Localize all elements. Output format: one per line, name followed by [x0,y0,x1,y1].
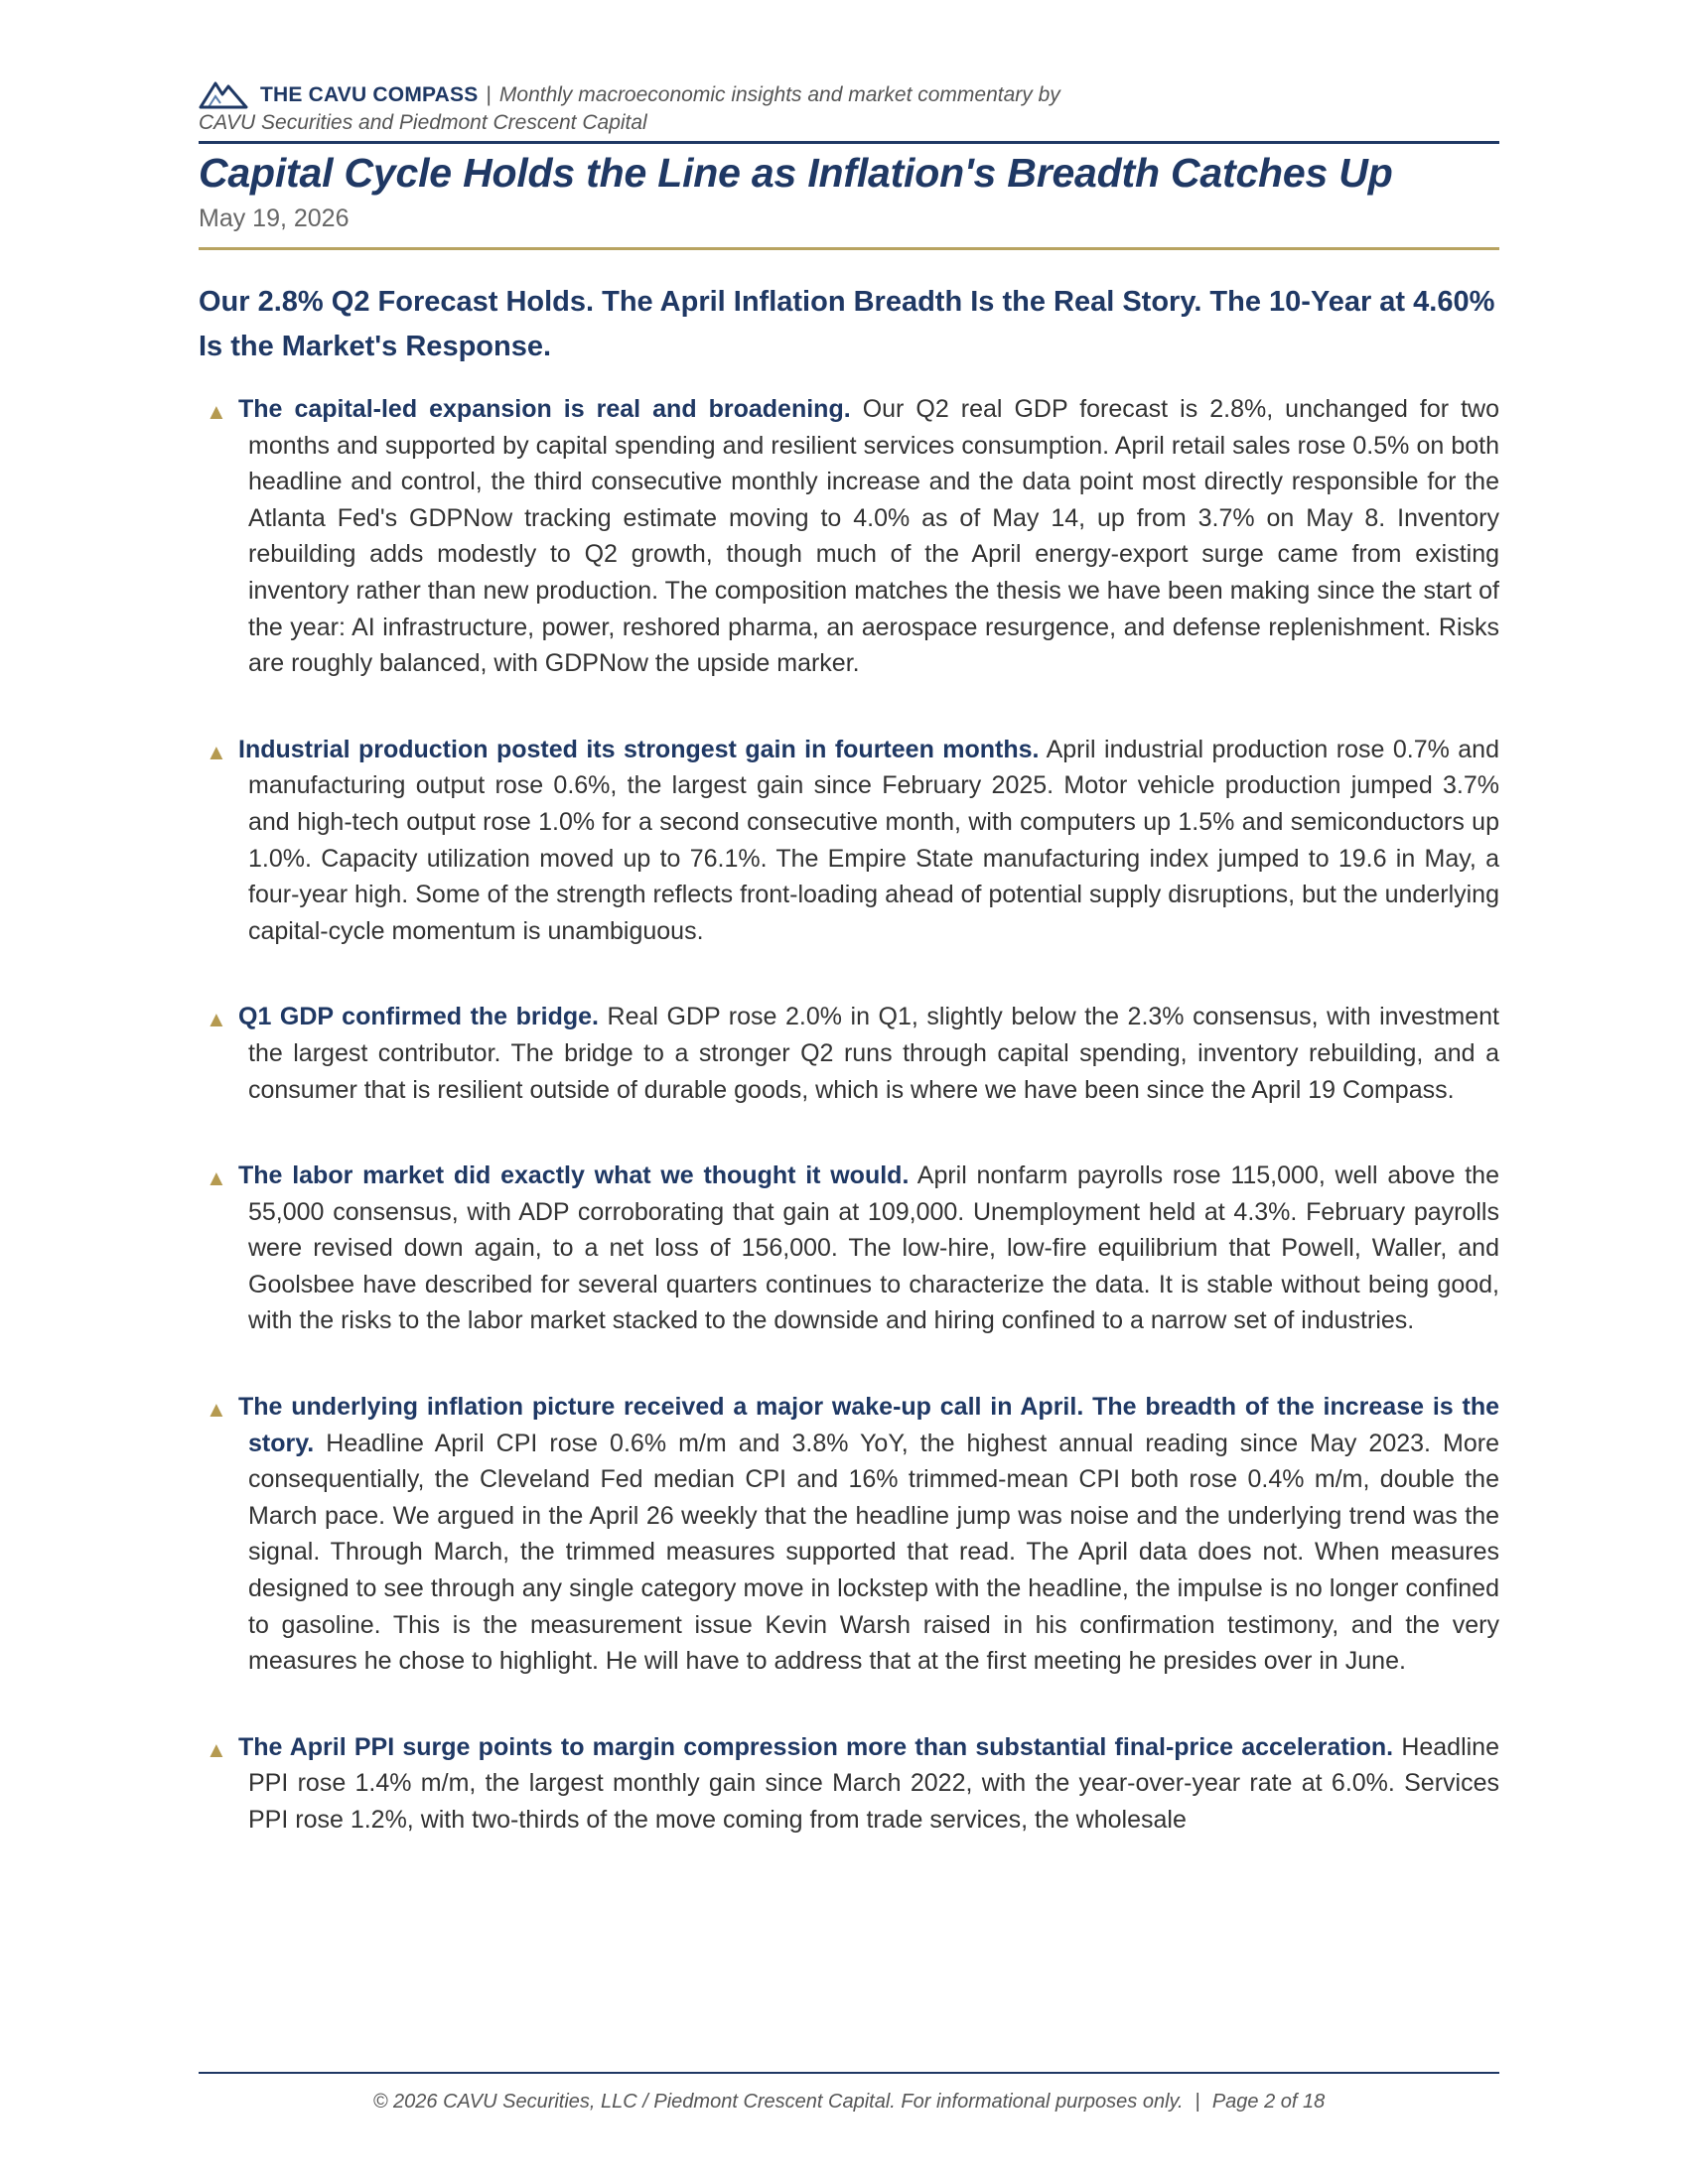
bullet-body: April industrial production rose 0.7% and manufacturing output rose 0.6%, the largest gain since February 2025. Motor vehicle production jumped 3.7% and high-tech output rose 1.0% for a second consecutive month, with computers up 1.5% and semiconductors up 1.0%. Capacity utilization moved up to 76.1%. The Empire State manufacturing index jumped to 19.6 in May, a four-year high. Some of the strength reflects front-loading ahead of potential supply disruptions, but the underlying capital-cycle momentum is unambiguous. [248,735,1499,945]
bullet-list [199,391,1499,1839]
mountain-peaks-logo-icon [199,77,248,109]
bullet-lead: The April PPI surge points to margin compression more than substantial final-price acceleration. [238,1732,1394,1761]
footer-divider [199,2072,1499,2074]
footer-copyright: © 2026 CAVU Securities, LLC / Piedmont Crescent Capital. For informational purposes only. [372,2091,1184,2113]
publish-date: May 19, 2026 [199,205,350,232]
triangle-bullet-icon: ▲ [206,1165,227,1191]
bullet-body: Real GDP rose 2.0% in Q1, slightly below the 2.3% consensus, with investment the largest contributor. The bridge to a stronger Q2 runs through capital spending, inventory rebuilding, and a consumer that is resilient outside of durable goods, which is where we have been since the April 19 Compass. [248,1003,1499,1104]
triangle-bullet-icon: ▲ [206,1397,227,1423]
bullet-item [199,732,1499,950]
triangle-bullet-icon: ▲ [206,399,227,424]
bullet-item [199,391,1499,682]
bullet-lead: Q1 GDP confirmed the bridge. [238,1003,599,1031]
bullet-lead: The underlying inflation picture received a major wake-up call in April. The breadth of the increase is the story. [238,1393,1499,1457]
brand-name: THE CAVU COMPASS [260,83,479,106]
tagline: Monthly macroeconomic insights and market commentary by [498,83,1060,106]
bullet-item [199,1389,1499,1680]
bullet-lead: The capital-led expansion is real and broadening. [238,395,851,423]
page-number: Page 2 of 18 [1211,2091,1326,2113]
bullet-item [199,1158,1499,1339]
bullet-body: Headline April CPI rose 0.6% m/m and 3.8% YoY, the highest annual reading since May 2023. More consequentially, the Cleveland Fed median CPI and 16% trimmed-mean CPI both rose 0.4% m/m, double the March pace. We argued in the April 26 weekly that the headline jump was noise and the underlying trend was the signal. Through March, the trimmed measures supported that read. The April data does not. When measures designed to see through any single category move in lockstep with the headline, the impulse is no longer confined to gasoline. This is the measurement issue Kevin Warsh raised in his confirmation testimony, and the very measures he chose to highlight. He will have to address that at the first meeting he presides over in June. [248,1429,1499,1676]
bullet-body: Headline PPI rose 1.4% m/m, the largest monthly gain since March 2022, with the year-over-year rate at 6.0%. Services PPI rose 1.2%, with two-thirds of the move coming from trade services, the wholesale [248,1732,1499,1834]
page-title: Capital Cycle Holds the Line as Inflation's Breadth Catches Up [199,150,1393,196]
bullet-item [199,999,1499,1108]
header-separator: | [486,83,492,106]
header-divider [199,141,1499,144]
footer-separator: | [1195,2091,1200,2113]
footer [199,2091,1499,2114]
triangle-bullet-icon: ▲ [206,739,227,764]
header [199,77,1499,137]
title-divider [199,247,1499,250]
bullet-item [199,1729,1499,1839]
bullet-body: April nonfarm payrolls rose 115,000, well above the 55,000 consensus, with ADP corroborating that gain at 109,000. Unemployment held at 4.3%. February payrolls were revised down again, to a net loss of 156,000. The low-hire, low-fire equilibrium that Powell, Waller, and Goolsbee have described for several quarters continues to characterize the data. It is stable without being good, with the risks to the labor market stacked to the downside and hiring confined to a narrow set of industries. [248,1161,1499,1335]
triangle-bullet-icon: ▲ [206,1736,227,1762]
page [199,77,1499,1839]
header-line [260,83,1060,107]
triangle-bullet-icon: ▲ [206,1007,227,1032]
bullet-lead: The labor market did exactly what we thought it would. [238,1161,910,1190]
bullet-body: Our Q2 real GDP forecast is 2.8%, unchanged for two months and supported by capital spending and resilient services consumption. April retail sales rose 0.5% on both headline and control, the third consecutive monthly increase and the data point most directly responsible for the Atlanta Fed's GDPNow tracking estimate moving to 4.0% as of May 14, up from 3.7% on May 8. Inventory rebuilding adds modestly to Q2 growth, though much of the April energy-export surge came from existing inventory rather than new production. The composition matches the thesis we have been making since the start of the year: AI infrastructure, power, reshored pharma, an aerospace resurgence, and defense replenishment. Risks are roughly balanced, with GDPNow the upside marker. [248,395,1500,678]
section-heading: Our 2.8% Q2 Forecast Holds. The April Inflation Breadth Is the Real Story. The 10-Year at 4.60% Is the Market's Response. [199,286,1495,362]
bullet-lead: Industrial production posted its strongest gain in fourteen months. [238,735,1040,763]
tagline-continued: CAVU Securities and Piedmont Crescent Capital [199,111,647,134]
